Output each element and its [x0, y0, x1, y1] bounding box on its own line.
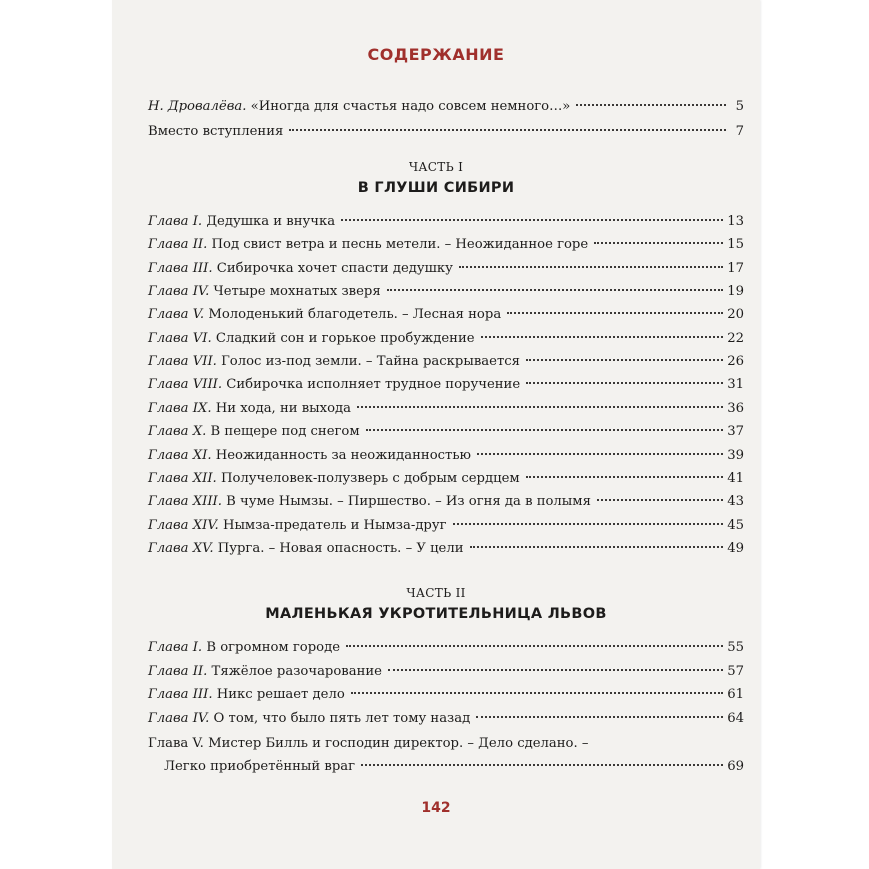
dot-leader: [526, 382, 723, 384]
part1-label: ЧАСТЬ I: [408, 160, 464, 174]
entry-page: 61: [727, 687, 744, 702]
entry-title: Неожиданность за неожиданностью: [215, 447, 471, 463]
entry-page: 45: [727, 517, 744, 533]
entry-title-line1: Мистер Билль и господин директор. – Дело сделано. –: [208, 736, 589, 751]
dot-leader: [481, 336, 724, 338]
toc-entry-part2-ch5-line1[interactable]: [148, 733, 744, 755]
entry-title: Вместо вступления: [148, 124, 284, 139]
toc-entry[interactable]: [148, 468, 744, 490]
entry-label: Глава V.: [148, 307, 205, 323]
toc-entry[interactable]: [148, 684, 744, 706]
toc-title: СОДЕРЖАНИЕ: [367, 45, 505, 64]
entry-label: Глава XIV.: [148, 517, 219, 533]
entry-title: Ни хода, ни выхода: [215, 400, 351, 416]
page-number: 142: [421, 800, 451, 816]
dot-leader: [526, 476, 724, 478]
part2-label: ЧАСТЬ II: [406, 586, 466, 600]
toc-entry[interactable]: [148, 445, 744, 467]
entry-page: 64: [727, 710, 744, 726]
toc-entry[interactable]: [148, 637, 744, 659]
entry-title: В чуме Нымзы. – Пиршество. – Из огня да в полымя: [226, 494, 591, 510]
dot-leader: [594, 242, 723, 244]
entry-title: Тяжёлое разочарование: [211, 663, 382, 679]
entry-page: 15: [727, 237, 744, 253]
entry-label: Глава IX.: [148, 400, 212, 416]
entry-page: 49: [727, 540, 744, 556]
entry-title: О том, что было пять лет тому назад: [213, 710, 471, 726]
entry-page: 7: [735, 124, 744, 139]
dot-leader: [357, 406, 723, 408]
entry-page: 19: [727, 284, 744, 300]
entry-label: Глава VIII.: [148, 377, 223, 393]
dot-leader: [576, 104, 726, 106]
entry-label: Глава V.: [148, 736, 204, 751]
toc-entry[interactable]: [148, 281, 744, 303]
entry-label: Глава VI.: [148, 330, 212, 346]
dot-leader: [351, 692, 723, 694]
entry-label: Глава III.: [148, 687, 213, 702]
toc-entry[interactable]: [148, 708, 744, 730]
entry-label: Глава XIII.: [148, 494, 222, 510]
entry-label: Глава IV.: [148, 710, 210, 726]
entry-page: 39: [727, 447, 744, 463]
entry-title: Сладкий сон и горькое пробуждение: [215, 330, 475, 346]
entry-page: 37: [727, 424, 744, 440]
book-page: [112, 0, 760, 869]
dot-leader: [597, 499, 723, 501]
dot-leader: [361, 764, 723, 766]
toc-entry[interactable]: [148, 304, 744, 326]
entry-title: Сибирочка хочет спасти дедушку: [216, 260, 453, 276]
entry-label: Глава IV.: [148, 284, 210, 300]
entry-title: Никс решает дело: [216, 687, 345, 702]
toc-entry[interactable]: [148, 421, 744, 443]
toc-entry[interactable]: [148, 661, 744, 683]
entry-page: 55: [727, 640, 744, 655]
dot-leader: [387, 289, 724, 291]
entry-page: 31: [727, 377, 744, 393]
entry-page: 36: [727, 400, 744, 416]
entry-title: Под свист ветра и песнь метели. – Неожиданное горе: [211, 237, 589, 253]
dot-leader: [366, 429, 724, 431]
toc-entry[interactable]: [148, 398, 744, 420]
entry-label: Глава XV.: [148, 540, 214, 556]
entry-label: Глава XI.: [148, 447, 212, 463]
dot-leader: [341, 219, 723, 221]
dot-leader: [459, 266, 723, 268]
toc-entry[interactable]: [148, 351, 744, 373]
entry-page: 69: [727, 759, 744, 774]
entry-page: 41: [727, 470, 744, 486]
toc-entry[interactable]: [148, 374, 744, 396]
entry-label: Глава II.: [148, 663, 208, 679]
entry-title: «Иногда для счастья надо совсем немного…»: [250, 99, 571, 114]
toc-entry[interactable]: [148, 258, 744, 280]
entry-title-line2: Легко приобретённый враг: [164, 759, 356, 774]
entry-title: В огромном городе: [206, 640, 341, 655]
toc-entry[interactable]: [148, 515, 744, 537]
toc-entry[interactable]: [148, 328, 744, 350]
entry-title: Нымза-предатель и Нымза-друг: [222, 517, 447, 533]
dot-leader: [470, 546, 724, 548]
entry-page: 20: [727, 307, 744, 323]
entry-label: Глава X.: [148, 424, 207, 440]
toc-entry-intro[interactable]: [148, 121, 744, 143]
entry-label: Глава III.: [148, 260, 213, 276]
part1-title: В ГЛУШИ СИБИРИ: [357, 180, 515, 196]
entry-title: Молоденький благодетель. – Лесная нора: [208, 307, 502, 323]
toc-entry-preface[interactable]: [148, 96, 744, 118]
entry-page: 57: [727, 663, 744, 679]
entry-title: Четыре мохнатых зверя: [213, 284, 381, 300]
entry-title: Пурга. – Новая опасность. – У цели: [217, 540, 464, 556]
entry-title: Сибирочка исполняет трудное поручение: [226, 377, 521, 393]
toc-entry[interactable]: [148, 538, 744, 560]
dot-leader: [289, 129, 726, 131]
entry-page: 26: [727, 354, 744, 370]
dot-leader: [388, 669, 723, 671]
entry-page: 22: [727, 330, 744, 346]
entry-page: 17: [727, 260, 744, 276]
entry-author: Н. Дровалёва.: [148, 99, 247, 114]
part2-title: МАЛЕНЬКАЯ УКРОТИТЕЛЬНИЦА ЛЬВОВ: [265, 606, 607, 622]
entry-page: 5: [735, 99, 744, 114]
dot-leader: [526, 359, 723, 361]
entry-title: В пещере под снегом: [210, 424, 360, 440]
entry-label: Глава II.: [148, 237, 208, 253]
entry-label: Глава I.: [148, 640, 203, 655]
dot-leader: [476, 716, 723, 718]
dot-leader: [477, 453, 723, 455]
entry-page: 13: [727, 214, 744, 229]
entry-label: Глава I.: [148, 214, 203, 229]
entry-title: Дедушка и внучка: [206, 214, 336, 229]
entry-page: 43: [727, 494, 744, 510]
dot-leader: [346, 645, 723, 647]
entry-label: Глава XII.: [148, 470, 217, 486]
toc-entry[interactable]: [148, 234, 744, 256]
entry-title: Голос из-под земли. – Тайна раскрывается: [221, 354, 520, 370]
toc-entry[interactable]: [148, 211, 744, 233]
toc-entry[interactable]: [148, 491, 744, 513]
entry-title: Получеловек-полузверь с добрым сердцем: [220, 470, 520, 486]
toc-entry-part2-ch5-line2[interactable]: [164, 756, 744, 778]
entry-label: Глава VII.: [148, 354, 217, 370]
dot-leader: [453, 523, 724, 525]
dot-leader: [507, 312, 723, 314]
